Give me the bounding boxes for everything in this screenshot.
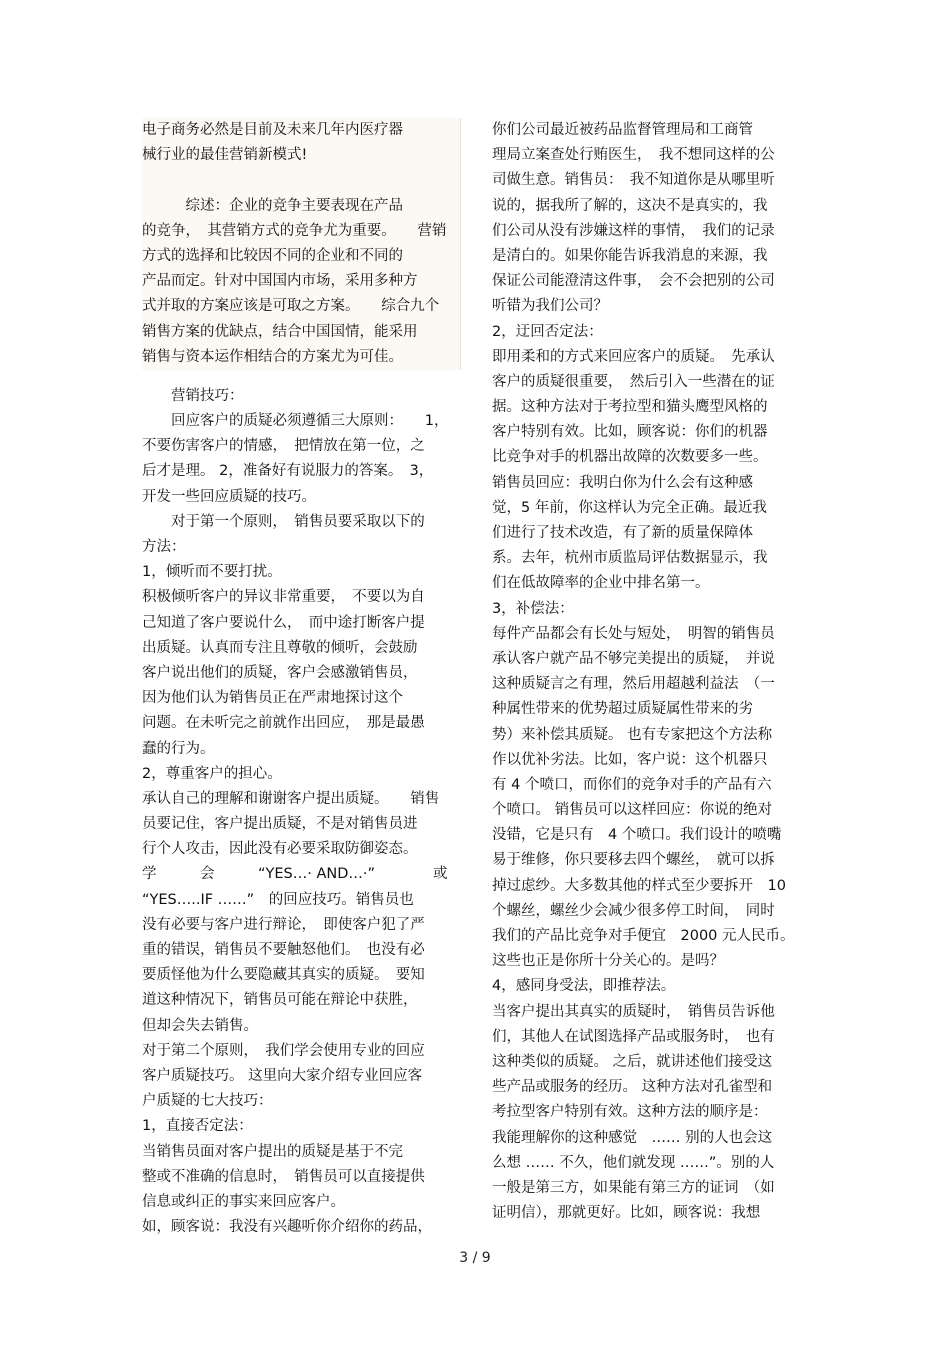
text-line: 系。去年，杭州市质监局评估数据显示，我 (492, 550, 768, 567)
text-line: 营销技巧： (142, 387, 244, 404)
text-line: 这些也正是你所十分关心的。是吗？ (492, 953, 724, 970)
text-line: 的竞争， 其营销方式的竞争尤为重要。 营销 (142, 222, 447, 239)
text-line: 考拉型客户特别有效。这种方法的顺序是： (492, 1104, 768, 1121)
text-line: 掉过虑纱。大多数其他的样式至少要拆开 10 (492, 877, 786, 894)
left-body-text (142, 384, 460, 1240)
text-line: 出质疑。认真而专注且尊敬的倾听，会鼓励 (142, 639, 418, 656)
text-line: 承认客户就产品不够完美提出的质疑， 并说 (492, 650, 775, 667)
text-line: 方法： (142, 539, 186, 555)
text-line: 1，倾听而不要打扰。 (142, 564, 282, 581)
text-line: 据。这种方法对于考拉型和猫头鹰型风格的 (492, 399, 768, 416)
text-line: 电子商务必然是目前及未来几年内医疗器 (142, 122, 403, 138)
text-line: 因为他们认为销售员正在严肃地探讨这个 (142, 690, 403, 707)
text-line: 每件产品都会有长处与短处， 明智的销售员 (492, 625, 775, 642)
text-line: 户质疑的七大技巧： (142, 1093, 273, 1110)
text-line: 们进行了技术改造，有了新的质量保障体 (492, 525, 753, 541)
text-line: 客户说出他们的质疑，客户会感激销售员， (142, 664, 418, 681)
text-line: 们，其他人在试图选择产品或服务时， 也有 (492, 1028, 775, 1045)
text-line: 整或不准确的信息时， 销售员可以直接提供 (142, 1168, 425, 1185)
text-line: 有 4 个喷口，而你们的竞争对手的产品有六 (492, 776, 772, 793)
text-line: 势）来补偿其质疑。 也有专家把这个方法称 (492, 726, 773, 743)
text-line: 综述：企业的竞争主要表现在产品 (142, 197, 403, 214)
text-line: 我们的产品比竞争对手便宜 2000 元人民币。 (492, 928, 795, 944)
text-line (142, 168, 460, 193)
text-line: 对于第一个原则， 销售员要采取以下的 (142, 513, 425, 530)
page-number: 3 / 9 (459, 1250, 491, 1266)
text-line: 即用柔和的方式来回应客户的质疑。 先承认 (492, 348, 775, 365)
text-line: 己知道了客户要说什么， 而中途打断客户提 (142, 614, 425, 631)
text-line: 个螺丝，螺丝少会减少很多停工时间， 同时 (492, 902, 775, 919)
text-line: 我能理解你的这种感觉 …… 别的人也会这 (492, 1129, 773, 1146)
text-line: 2，迂回否定法： (492, 323, 603, 340)
text-line: 要质怪他为什么要隐藏其真实的质疑。 要知 (142, 967, 425, 984)
text-line: 积极倾听客户的异议非常重要， 不要以为自 (142, 589, 425, 606)
text-line: 种属性带来的优势超过质疑属性带来的劣 (492, 701, 753, 718)
text-line: 是清白的。如果你能告诉我消息的来源，我 (492, 247, 768, 264)
text-line: 证明信），那就更好。比如，顾客说：我想 (492, 1205, 761, 1222)
text-line: 销售与资本运作相结合的方案尤为可佳。 (142, 348, 403, 365)
text-line: 当客户提出其真实的质疑时， 销售员告诉他 (492, 1003, 775, 1020)
summary-box (142, 118, 461, 370)
text-line: 开发一些回应质疑的技巧。 (142, 488, 316, 505)
text-line: 客户质疑技巧。 这里向大家介绍专业回应客 (142, 1067, 423, 1084)
text-line: 保证公司能澄清这件事， 会不会把别的公司 (492, 273, 775, 290)
text-line: 觉，5 年前，你这样认为完全正确。最近我 (492, 499, 767, 516)
text-line: 销售方案的优缺点，结合中国国情，能采用 (142, 323, 418, 340)
text-line: “YES…..IF ……” 的回应技巧。销售员也 (142, 891, 414, 908)
text-line: 承认自己的理解和谢谢客户提出质疑。 销售 (142, 790, 440, 807)
text-line: 司做生意。销售员： 我不知道你是从哪里听 (492, 172, 775, 189)
text-line: 客户特别有效。比如，顾客说：你们的机器 (492, 424, 768, 441)
text-line: 不要伤害客户的情感， 把情放在第一位，之 (142, 438, 425, 455)
text-line: 回应客户的质疑必须遵循三大原则： 1， (142, 413, 449, 430)
text-line: 对于第二个原则， 我们学会使用专业的回应 (142, 1042, 425, 1059)
text-line: 产品而定。针对中国国内市场，采用多种方 (142, 273, 418, 290)
text-line: 但却会失去销售。 (142, 1017, 258, 1034)
text-line: 客户的质疑很重要， 然后引入一些潜在的证 (492, 373, 775, 390)
text-line: 如，顾客说：我没有兴趣听你介绍你的药品， (142, 1219, 432, 1236)
text-line: 1，直接否定法： (142, 1118, 253, 1135)
text-line: 道这种情况下，销售员可能在辩论中获胜， (142, 992, 418, 1009)
text-line: 行个人攻击，因此没有必要采取防御姿态。 (142, 841, 418, 858)
text-line: 当销售员面对客户提出的质疑是基于不完 (142, 1143, 403, 1160)
text-line: 易于维修，你只要移去四个螺丝， 就可以拆 (492, 852, 775, 869)
text-line: 蠢的行为。 (142, 740, 215, 757)
text-line: 信息或纠正的事实来回应客户。 (142, 1193, 345, 1210)
text-line: 这种质疑言之有理，然后用超越利益法 （一 (492, 676, 775, 693)
text-line: 们在低故障率的企业中排名第一。 (492, 575, 710, 592)
text-line: 没错，它是只有 4 个喷口。我们设计的喷嘴 (492, 827, 782, 844)
text-line: 些产品或服务的经历。 这种方法对孔雀型和 (492, 1079, 773, 1096)
text-line: 4，感同身受法，即推荐法。 (492, 978, 676, 995)
right-column (492, 118, 808, 1226)
text-line: 理局立案查处行贿医生， 我不想同这样的公 (492, 147, 775, 164)
text-line: 没有必要与客户进行辩论， 即使客户犯了严 (142, 916, 425, 933)
text-line: 们公司从没有涉嫌这样的事情， 我们的记录 (492, 222, 775, 239)
text-line: 械行业的最佳营销新模式! (142, 147, 308, 164)
text-line: 2，尊重客户的担心。 (142, 765, 282, 782)
text-line: 方式的选择和比较因不同的企业和不同的 (142, 247, 403, 264)
text-line: 问题。在未听完之前就作出回应， 那是最愚 (142, 715, 425, 732)
text-line: 说的，据我所了解的，这决不是真实的，我 (492, 197, 768, 214)
text-line: 听错为我们公司？ (492, 298, 608, 315)
text-line: 一般是第三方，如果能有第三方的证词 （如 (492, 1179, 775, 1196)
text-line: 销售员回应：我明白你为什么会有这种感 (492, 474, 753, 491)
text-line: 式并取的方案应该是可取之方案。 综合九个 (142, 298, 440, 315)
text-line: 个喷口。 销售员可以这样回应：你说的绝对 (492, 802, 773, 819)
text-line: 学 会 “YES…· AND…·” 或 (142, 866, 448, 883)
left-column (142, 118, 460, 1240)
text-line: 比竞争对手的机器出故障的次数要多一些。 (492, 449, 768, 466)
text-line: 作以优补劣法。比如，客户说：这个机器只 (492, 751, 768, 768)
text-line: 重的错误，销售员不要触怒他们。 也没有必 (142, 942, 425, 958)
text-line: 这种类似的质疑。 之后，就讲述他们接受这 (492, 1053, 773, 1070)
text-line: 后才是理。 2，准备好有说服力的答案。 3， (142, 463, 434, 480)
text-line: 员要记住，客户提出质疑，不是对销售员进 (142, 816, 418, 833)
text-line: 么想 …… 不久，他们就发现 ……”。别的人 (492, 1154, 775, 1171)
text-line: 3，补偿法： (492, 600, 574, 617)
text-line: 你们公司最近被药品监督管理局和工商管 (492, 122, 753, 138)
